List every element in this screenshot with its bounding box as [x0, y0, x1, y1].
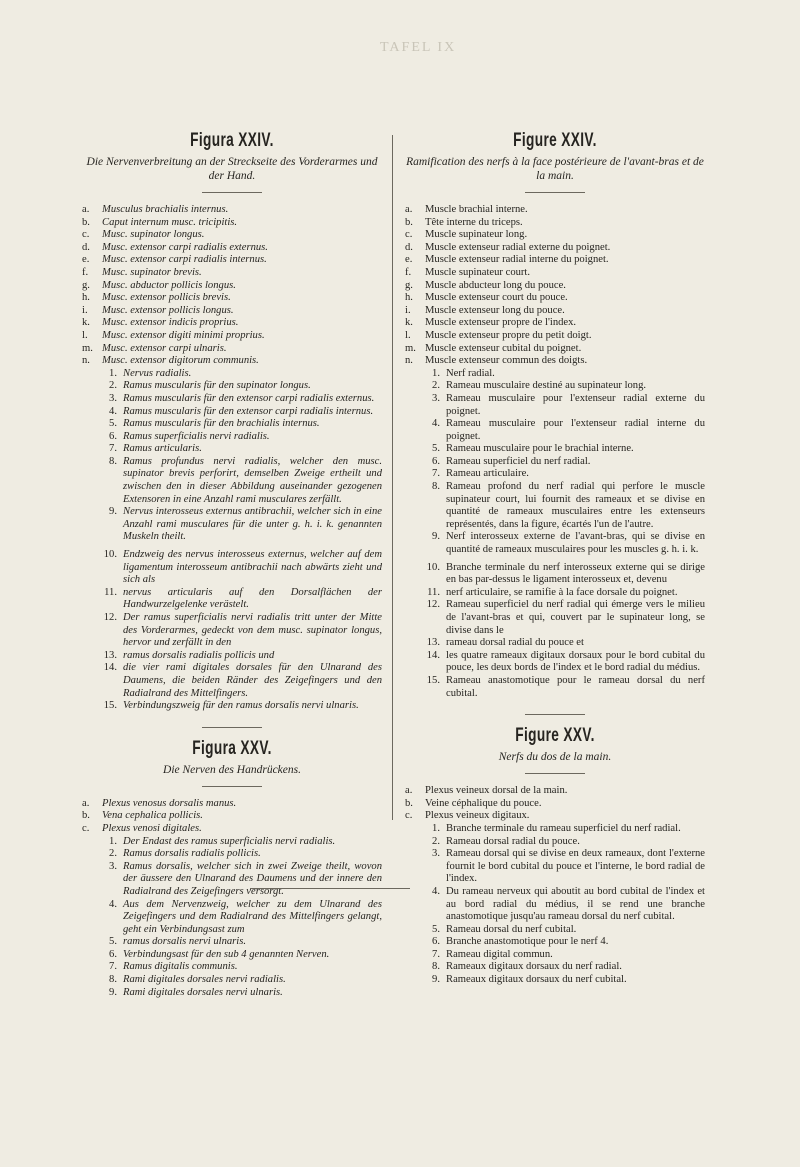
legend-text: Nervus interosseus externus antibrachii, welcher sich in eine Anzahl rami musculares für die unter g. h. i. k. genannten Muskeln theilt.: [123, 506, 382, 543]
legend-item: [420, 481, 705, 531]
legend-marker: 6.: [432, 455, 440, 467]
legend-text: Musc. extensor pollicis longus.: [102, 304, 234, 316]
legend-item: [97, 456, 382, 506]
legend-marker: 8.: [432, 481, 440, 493]
figure-24-section-fr: [405, 130, 705, 700]
legend-marker: 2.: [109, 380, 117, 392]
title-divider: [525, 192, 585, 193]
legend-marker: 15.: [103, 700, 117, 712]
legend-text: Du rameau nerveux qui aboutit au bord cubital de l'index et au bord radial du médius, il se rend une branche anastomotique jusqu'au rameau dorsal du nerf cubital.: [446, 885, 705, 923]
legend-text: Rameau musculaire pour l'extenseur radial externe du poignet.: [446, 392, 705, 417]
letter-legend: [82, 204, 382, 368]
legend-item: [97, 848, 382, 861]
legend-item: [97, 393, 382, 406]
legend-item: [82, 305, 382, 318]
legend-item: [405, 242, 705, 255]
legend-text: Musc. extensor carpi ulnaris.: [102, 342, 227, 354]
legend-marker: 5.: [109, 418, 117, 430]
legend-marker: 14.: [103, 662, 117, 674]
legend-marker: 1.: [432, 822, 440, 834]
legend-item: [97, 443, 382, 456]
legend-item: [97, 418, 382, 431]
figure-25-subtitle-de: Die Nerven des Handrückens.: [163, 763, 301, 776]
legend-marker: i.: [82, 304, 88, 316]
letter-legend: [405, 785, 705, 823]
legend-marker: 10.: [103, 549, 117, 561]
legend-marker: m.: [405, 342, 416, 354]
legend-marker: 4.: [109, 405, 117, 417]
legend-marker: c.: [405, 810, 413, 822]
legend-marker: 15.: [426, 674, 440, 686]
legend-text: die vier rami digitales dorsales für den Ulnarand des Daumens, die beiden Ränder des Zeigefingers und den Radialrand des Mittelfingers.: [123, 662, 382, 699]
legend-marker: h.: [405, 292, 413, 304]
legend-marker: 3.: [432, 848, 440, 860]
legend-text: Rameau digital commun.: [446, 948, 553, 960]
legend-marker: c.: [405, 229, 413, 241]
figure-25-section-de: [82, 738, 382, 1000]
figure-24-section-de: [82, 130, 382, 713]
legend-marker: 11.: [427, 586, 440, 598]
legend-marker: n.: [405, 355, 413, 367]
legend-marker: l.: [405, 329, 411, 341]
legend-item: [420, 562, 705, 587]
legend-text: Musc. supinator longus.: [102, 229, 205, 241]
legend-text: Rameau superficiel du nerf radial qui émerge vers le milieu de l'avant-bras et qui, couvert par le supinateur long, se divise dans le: [446, 599, 705, 636]
legend-item: [82, 823, 382, 836]
legend-text: Plexus veineux digitaux.: [425, 810, 530, 822]
legend-item: [97, 662, 382, 700]
legend-text: Tête interne du triceps.: [425, 216, 523, 228]
legend-text: Caput internum musc. tricipitis.: [102, 216, 238, 228]
section-divider: [525, 714, 585, 715]
legend-text: Branche terminale du nerf interosseux externe qui se dirige en bas par-dessus le ligament interosseux et, devenu: [446, 561, 705, 586]
legend-item: [405, 305, 705, 318]
legend-item: [420, 637, 705, 650]
legend-text: Plexus venosi digitales.: [102, 822, 202, 834]
legend-text: Vena cephalica pollicis.: [102, 810, 203, 822]
legend-marker: d.: [405, 241, 413, 253]
legend-text: Ramus muscularis für den brachialis internus.: [123, 418, 320, 430]
legend-text: Ramus dorsalis, welcher sich in zwei Zweige theilt, wovon der äussere den Ulnarand des Daumens und der innere den Radialrand des Zeigefingers versorgt.: [123, 860, 382, 897]
legend-marker: b.: [405, 216, 413, 228]
legend-text: rameau dorsal radial du pouce et: [446, 637, 584, 649]
number-legend: [97, 836, 382, 1000]
legend-item: [420, 650, 705, 675]
legend-item: [420, 380, 705, 393]
legend-marker: 6.: [432, 936, 440, 948]
legend-marker: 12.: [103, 612, 117, 623]
legend-marker: l.: [82, 329, 88, 341]
legend-marker: 9.: [432, 531, 440, 543]
figure-25-title-fr: Figure XXV.: [515, 725, 595, 747]
legend-marker: a.: [405, 204, 413, 215]
legend-marker: 12.: [426, 599, 440, 611]
legend-text: Verbindungsast für den sub 4 genannten Nerven.: [123, 948, 330, 960]
figure-25-section-fr: [405, 725, 705, 987]
section-divider: [202, 727, 262, 728]
number-legend: [420, 368, 705, 700]
legend-item: [405, 254, 705, 267]
legend-item: [97, 961, 382, 974]
legend-marker: 2.: [109, 848, 117, 860]
legend-text: Muscle extenseur propre de l'index.: [425, 317, 577, 329]
legend-text: Rameau articulaire.: [446, 468, 529, 480]
legend-text: Plexus venosus dorsalis manus.: [102, 797, 237, 809]
legend-item: [82, 229, 382, 242]
legend-text: Ramus profundus nervi radialis, welcher den musc. supinator brevis perforirt, demselben Zweige ertheilt und zwischen den in dieser Abbildung auseinander gezogenen Extensoren in eine Anzahl rami musculares zerfällt.: [123, 455, 382, 505]
legend-marker: a.: [82, 204, 90, 215]
legend-text: Musc. extensor pollicis brevis.: [102, 292, 231, 304]
legend-text: Muscle supinateur court.: [425, 266, 531, 278]
title-divider: [202, 786, 262, 787]
legend-item: [97, 380, 382, 393]
legend-text: Rami digitales dorsales nervi ulnaris.: [123, 986, 283, 998]
legend-item: [97, 650, 382, 663]
legend-item: [420, 587, 705, 600]
legend-item: [82, 217, 382, 230]
legend-marker: m.: [82, 342, 93, 354]
legend-item: [420, 961, 705, 974]
figure-24-title-de: Figura XXIV.: [190, 130, 274, 151]
legend-marker: 8.: [109, 974, 117, 986]
legend-text: Verbindungszweig für den ramus dorsalis nervi ulnaris.: [123, 700, 359, 712]
legend-text: ramus dorsalis nervi ulnaris.: [123, 936, 247, 948]
legend-item: [82, 355, 382, 368]
legend-text: Ramus articularis.: [123, 443, 202, 455]
letter-legend: [82, 798, 382, 836]
legend-marker: 10.: [426, 561, 440, 573]
figure-25-title-de: Figura XXV.: [192, 737, 272, 759]
legend-text: Ramus dorsalis radialis pollicis.: [123, 848, 261, 860]
legend-item: [97, 899, 382, 937]
legend-marker: 5.: [432, 923, 440, 935]
legend-text: Rameau musculaire destiné au supinateur long.: [446, 380, 647, 392]
legend-marker: 8.: [109, 455, 117, 467]
legend-item: [405, 343, 705, 356]
legend-text: Nerf radial.: [446, 367, 495, 379]
legend-marker: a.: [82, 797, 90, 809]
legend-item: [420, 368, 705, 381]
legend-text: Muscle abducteur long du pouce.: [425, 279, 566, 291]
legend-item: [97, 431, 382, 444]
legend-text: Branche anastomotique pour le nerf 4.: [446, 936, 609, 948]
legend-item: [82, 254, 382, 267]
legend-text: Musc. extensor digitorum communis.: [102, 355, 259, 367]
legend-text: nervus articularis auf den Dorsalflächen der Handwurzelgelenke verästelt.: [123, 586, 382, 611]
legend-text: Musc. abductor pollicis longus.: [102, 279, 236, 291]
legend-text: Rameau musculaire pour le brachial interne.: [446, 443, 634, 455]
number-legend: [97, 368, 382, 713]
legend-marker: 7.: [432, 468, 440, 480]
legend-marker: 8.: [432, 961, 440, 973]
legend-item: [97, 987, 382, 1000]
legend-item: [97, 549, 382, 587]
legend-item: [420, 836, 705, 849]
legend-text: Aus dem Nervenzweig, welcher zu dem Ulnarand des Zeigefingers und dem Radialrand des Mittelfingers gelangt, geht ein Verbindungsast zum: [123, 898, 382, 935]
legend-item: [97, 974, 382, 987]
legend-text: Ramus digitalis communis.: [123, 961, 238, 973]
legend-item: [405, 785, 705, 798]
legend-marker: e.: [82, 254, 90, 266]
legend-text: Plexus veineux dorsal de la main.: [425, 785, 568, 797]
legend-text: Muscle extenseur propre du petit doigt.: [425, 329, 592, 341]
legend-text: Rameaux digitaux dorsaux du nerf cubital.: [446, 974, 627, 986]
legend-text: Veine céphalique du pouce.: [425, 797, 542, 809]
legend-marker: 1.: [432, 367, 440, 379]
legend-text: Der ramus superficialis nervi radialis tritt unter der Mitte des Vorderarmes, gedeckt von dem musc. supinator longus, hervor und zerfällt in den: [123, 612, 382, 649]
legend-item: [405, 267, 705, 280]
legend-marker: 4.: [109, 898, 117, 910]
legend-text: Musc. extensor digiti minimi proprius.: [102, 329, 265, 341]
legend-item: [82, 810, 382, 823]
legend-text: Muscle extenseur commun des doigts.: [425, 355, 588, 367]
legend-item: [82, 242, 382, 255]
legend-text: Nerf interosseux externe de l'avant-bras, qui se divise en quantité de rameaux musculaires pour les muscles g. h. i. k.: [446, 531, 705, 556]
legend-item: [82, 343, 382, 356]
legend-marker: c.: [82, 229, 90, 241]
legend-marker: b.: [82, 810, 90, 822]
legend-item: [82, 292, 382, 305]
legend-marker: k.: [82, 317, 90, 329]
legend-item: [420, 924, 705, 937]
legend-marker: f.: [82, 266, 89, 278]
legend-item: [420, 886, 705, 924]
legend-marker: f.: [405, 266, 412, 278]
legend-marker: e.: [405, 254, 413, 266]
legend-item: [97, 506, 382, 544]
figure-25-subtitle-fr: Nerfs du dos de la main.: [498, 751, 612, 764]
legend-marker: g.: [82, 279, 90, 291]
legend-marker: 1.: [109, 835, 117, 847]
french-column: [405, 130, 705, 987]
legend-text: Ramus muscularis für den extensor carpi radialis externus.: [123, 392, 375, 404]
legend-text: Musc. extensor carpi radialis internus.: [102, 254, 267, 266]
legend-marker: h.: [82, 292, 90, 304]
legend-item: [97, 406, 382, 419]
figure-24-title-fr: Figure XXIV.: [513, 130, 597, 151]
page-mark: TAFEL IX: [380, 40, 457, 55]
bottom-rule: [250, 888, 410, 889]
legend-text: Muscle extenseur radial externe du poignet.: [425, 241, 611, 253]
legend-item: [82, 798, 382, 811]
legend-marker: 7.: [109, 961, 117, 973]
legend-marker: 2.: [432, 380, 440, 392]
legend-item: [420, 443, 705, 456]
legend-text: Rami digitales dorsales nervi radialis.: [123, 974, 286, 986]
legend-item: [97, 949, 382, 962]
legend-text: Musc. extensor carpi radialis externus.: [102, 241, 268, 253]
column-divider: [392, 135, 393, 820]
legend-marker: 14.: [426, 649, 440, 661]
legend-item: [420, 468, 705, 481]
legend-text: ramus dorsalis radialis pollicis und: [123, 649, 275, 661]
legend-text: Musc. supinator brevis.: [102, 266, 202, 278]
legend-text: Muscle extenseur long du pouce.: [425, 304, 565, 316]
legend-text: les quatre rameaux digitaux dorsaux pour le bord cubital du pouce, les deux bords de l'index et le bord radial du médius.: [446, 649, 705, 674]
number-legend: [420, 823, 705, 987]
legend-item: [405, 280, 705, 293]
legend-text: Ramus muscularis für den supinator longus.: [123, 380, 311, 392]
legend-item: [405, 798, 705, 811]
legend-item: [420, 393, 705, 418]
legend-item: [97, 587, 382, 612]
legend-text: nerf articulaire, se ramifie à la face dorsale du poignet.: [446, 586, 678, 598]
legend-text: Rameau dorsal radial du pouce.: [446, 835, 580, 847]
legend-marker: 4.: [432, 885, 440, 897]
legend-text: Musculus brachialis internus.: [102, 204, 229, 215]
legend-marker: 7.: [109, 443, 117, 455]
legend-item: [405, 229, 705, 242]
legend-item: [82, 317, 382, 330]
legend-item: [405, 292, 705, 305]
legend-marker: i.: [405, 304, 411, 316]
legend-item: [97, 836, 382, 849]
legend-item: [420, 675, 705, 700]
figure-24-subtitle-de: Die Nervenverbreitung an der Streckseite des Vorderarmes und der Hand.: [86, 156, 378, 182]
legend-text: Rameau musculaire pour l'extenseur radial interne du poignet.: [446, 418, 705, 442]
legend-marker: 9.: [109, 506, 117, 518]
legend-item: [97, 861, 382, 899]
legend-marker: n.: [82, 355, 90, 367]
legend-item: [82, 267, 382, 280]
legend-marker: 4.: [432, 418, 440, 430]
german-column: [82, 130, 382, 999]
legend-marker: 3.: [109, 860, 117, 872]
legend-marker: 13.: [103, 649, 117, 661]
legend-item: [420, 949, 705, 962]
legend-marker: d.: [82, 241, 90, 253]
legend-text: Muscle supinateur long.: [425, 229, 528, 241]
legend-text: Rameau anastomotique pour le rameau dorsal du nerf cubital.: [446, 674, 705, 699]
legend-text: Nervus radialis.: [123, 367, 192, 379]
legend-item: [420, 974, 705, 987]
legend-marker: 6.: [109, 430, 117, 442]
legend-text: Muscle brachial interne.: [425, 204, 528, 215]
legend-text: Endzweig des nervus interosseus externus, welcher auf dem ligamentum interosseum antibrachii nach abwärts zieht und sich als: [123, 549, 382, 586]
legend-marker: k.: [405, 317, 413, 329]
legend-text: Muscle extenseur radial interne du poignet.: [425, 254, 609, 266]
legend-item: [420, 531, 705, 556]
legend-text: Rameau superficiel du nerf radial.: [446, 455, 591, 467]
legend-marker: 9.: [109, 986, 117, 998]
legend-item: [82, 204, 382, 217]
legend-item: [405, 330, 705, 343]
legend-item: [420, 456, 705, 469]
legend-item: [420, 823, 705, 836]
legend-text: Musc. extensor indicis proprius.: [102, 317, 239, 329]
legend-marker: a.: [405, 785, 413, 797]
legend-marker: c.: [82, 822, 90, 834]
legend-item: [82, 330, 382, 343]
legend-marker: 13.: [426, 637, 440, 649]
legend-marker: 11.: [104, 586, 117, 598]
legend-text: Rameau profond du nerf radial qui perfore le muscle supinateur court, lui fournit des rameaux et se divise en quantité de rameaux musculaires entre les extenseurs représentés, dans la figure, écartés l'un de l'autre.: [446, 481, 705, 530]
figure-24-subtitle-fr: Ramification des nerfs à la face postérieure de l'avant-bras et de la main.: [406, 156, 704, 182]
legend-marker: 7.: [432, 948, 440, 960]
legend-item: [97, 368, 382, 381]
legend-marker: 3.: [109, 392, 117, 404]
title-divider: [525, 773, 585, 774]
title-divider: [202, 192, 262, 193]
legend-item: [405, 317, 705, 330]
legend-text: Ramus muscularis für den extensor carpi radialis internus.: [123, 405, 374, 417]
legend-marker: 2.: [432, 835, 440, 847]
legend-item: [97, 936, 382, 949]
legend-marker: b.: [405, 797, 413, 809]
legend-text: Ramus superficialis nervi radialis.: [123, 430, 270, 442]
legend-marker: b.: [82, 216, 90, 228]
legend-text: Branche terminale du rameau superficiel du nerf radial.: [446, 822, 681, 834]
legend-item: [82, 280, 382, 293]
legend-item: [420, 418, 705, 443]
legend-item: [420, 936, 705, 949]
legend-item: [97, 612, 382, 650]
legend-text: Rameau dorsal qui se divise en deux rameaux, dont l'externe fournit le bord cubital du pouce et l'interne, le bord radial de l'index.: [446, 848, 705, 885]
legend-marker: 5.: [109, 936, 117, 948]
legend-marker: 9.: [432, 974, 440, 986]
legend-marker: 5.: [432, 443, 440, 455]
legend-marker: 3.: [432, 392, 440, 404]
legend-text: Rameau dorsal du nerf cubital.: [446, 923, 577, 935]
legend-marker: g.: [405, 279, 413, 291]
legend-text: Muscle extenseur court du pouce.: [425, 292, 568, 304]
letter-legend: [405, 204, 705, 368]
legend-item: [405, 217, 705, 230]
legend-item: [405, 355, 705, 368]
legend-item: [405, 810, 705, 823]
legend-marker: 6.: [109, 948, 117, 960]
legend-item: [405, 204, 705, 217]
legend-text: Rameaux digitaux dorsaux du nerf radial.: [446, 961, 622, 973]
legend-marker: 1.: [109, 367, 117, 379]
legend-item: [420, 599, 705, 637]
legend-item: [97, 700, 382, 713]
legend-text: Der Endast des ramus superficialis nervi radialis.: [123, 835, 336, 847]
legend-item: [420, 848, 705, 886]
legend-text: Muscle extenseur cubital du poignet.: [425, 342, 582, 354]
